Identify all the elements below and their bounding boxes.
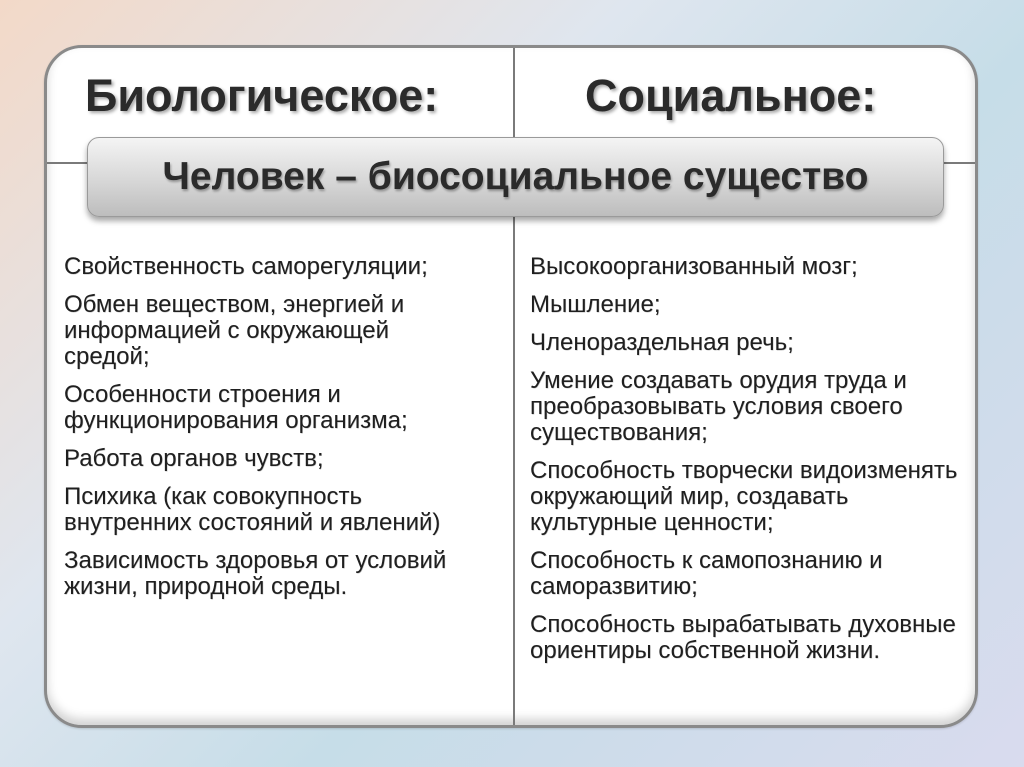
banner-title: Человек – биосоциальное существо — [162, 155, 869, 198]
social-list — [530, 254, 960, 676]
biological-item: Обмен веществом, энергией и информацией с окружающей средой; — [64, 291, 405, 370]
title-banner — [87, 137, 944, 217]
biological-item: Психика (как совокупность внутренних состояний и явлений) — [64, 483, 441, 536]
social-heading: Социальное: — [585, 70, 877, 121]
social-item: Членораздельная речь; — [530, 329, 794, 356]
biological-heading: Биологическое: — [85, 70, 439, 121]
social-item: Мышление; — [530, 291, 661, 318]
social-item: Умение создавать орудия труда и преобразовывать условия своего существования; — [530, 367, 907, 446]
social-item: Способность творчески видоизменять окружающий мир, создавать культурные ценности; — [530, 457, 958, 536]
social-item: Способность вырабатывать духовные ориентиры собственной жизни. — [530, 611, 956, 664]
social-item: Высокоорганизованный мозг; — [530, 253, 858, 280]
social-item: Способность к самопознанию и саморазвитию; — [530, 547, 883, 600]
biological-item: Работа органов чувств; — [64, 445, 324, 472]
biological-item: Особенности строения и функционирования организма; — [64, 381, 408, 434]
biological-list — [64, 254, 474, 612]
biological-item: Зависимость здоровья от условий жизни, природной среды. — [64, 547, 447, 600]
biological-item: Свойственность саморегуляции; — [64, 253, 428, 280]
